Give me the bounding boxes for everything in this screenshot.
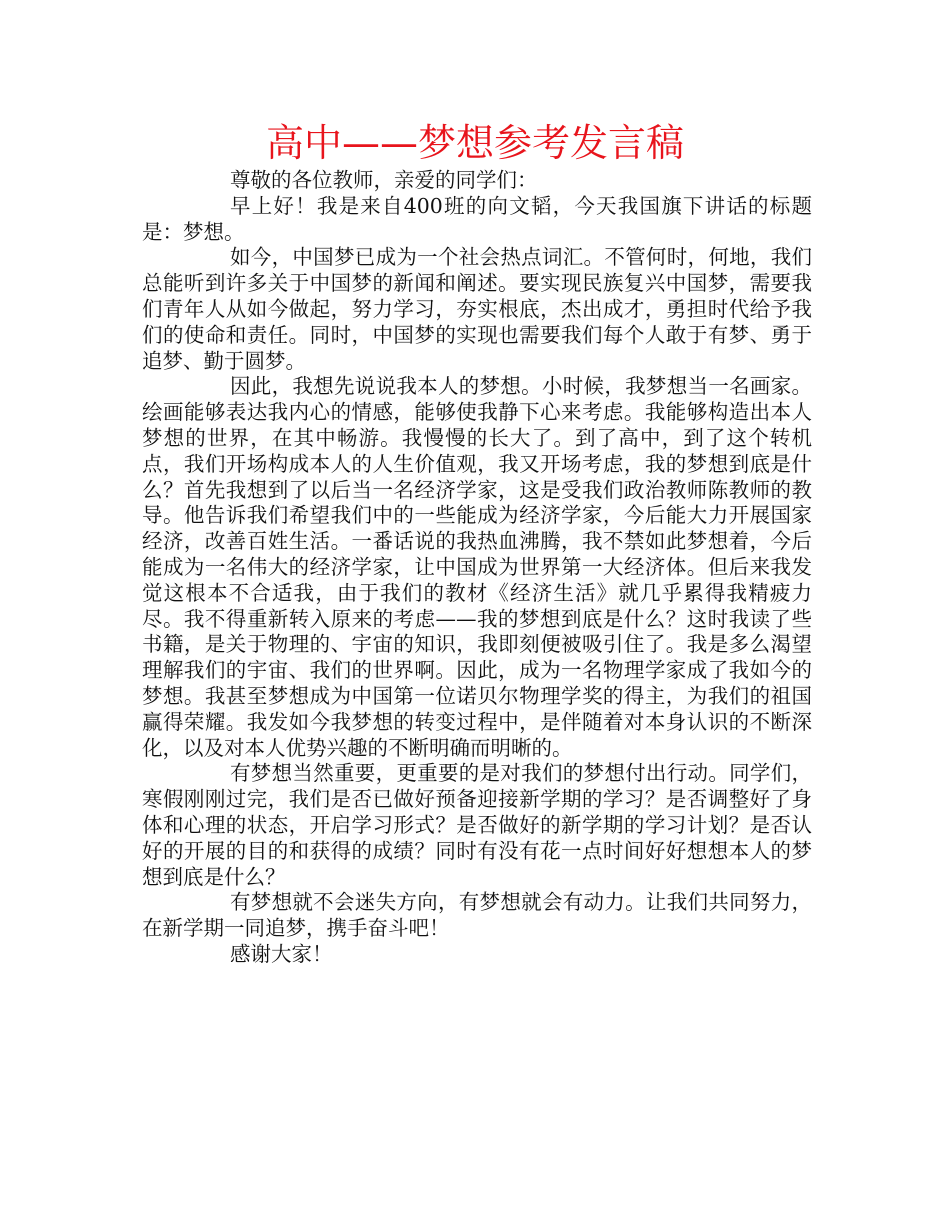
document-title: 高中——梦想参考发言稿 (265, 121, 684, 165)
salutation-paragraph: 尊敬的各位教师，亲爱的同学们： (230, 168, 538, 192)
action-paragraph: 有梦想当然重要，更重要的是对我们的梦想付出行动。同学们，寒假刚刚过完，我们是否已做好预备迎接新学期的学习？是否调整好了身体和心理的状态，开启学习形式？是否做好的新学期的学习计划？是否认好的开展的目的和获得的成绩？同时有没有花一点时间好好想想本人的梦想到底是什么？ (142, 761, 812, 889)
closing-paragraph: 有梦想就不会迷失方向，有梦想就会有动力。让我们共同努力，在新学期一同追梦，携手奋斗吧！ (142, 890, 812, 941)
greeting-paragraph: 早上好！我是来自400班的向文韬，今天我国旗下讲话的标题是：梦想。 (142, 193, 812, 244)
thanks-paragraph: 感谢大家！ (230, 941, 333, 966)
document-body (142, 168, 812, 968)
chinese-dream-paragraph: 如今，中国梦已成为一个社会热点词汇。不管何时，何地，我们总能听到许多关于中国梦的新闻和阐述。要实现民族复兴中国梦，需要我们青年人从如今做起，努力学习，夯实根底，杰出成才，勇担时代给予我们的使命和责任。同时，中国梦的实现也需要我们每个人敢于有梦、勇于追梦、勤于圆梦。 (142, 245, 812, 373)
personal-dream-paragraph: 因此，我想先说说我本人的梦想。小时候，我梦想当一名画家。绘画能够表达我内心的情感，能够使我静下心来考虑。我能够构造出本人梦想的世界，在其中畅游。我慢慢的长大了。到了高中，到了这个转机点，我们开场构成本人的人生价值观，我又开场考虑，我的梦想到底是什么？首先我想到了以后当一名经济学家，这是受我们政治教师陈教师的教导。他告诉我们希望我们中的一些能成为经济学家，今后能大力开展国家经济，改善百姓生活。一番话说的我热血沸腾，我不禁如此梦想着，今后能成为一名伟大的经济学家，让中国成为世界第一大经济体。但后来我发觉这根本不合适我，由于我们的教材《经济生活》就几乎累得我精疲力尽。我不得重新转入原来的考虑——我的梦想到底是什么？这时我读了些书籍，是关于物理的、宇宙的知识，我即刻便被吸引住了。我是多么渴望理解我们的宇宙、我们的世界啊。因此，成为一名物理学家成了我如今的梦想。我甚至梦想成为中国第一位诺贝尔物理学奖的得主，为我们的祖国赢得荣耀。我发如今我梦想的转变过程中，是伴随着对本身认识的不断深化，以及对本人优势兴趣的不断明确而明晰的。 (142, 374, 812, 760)
